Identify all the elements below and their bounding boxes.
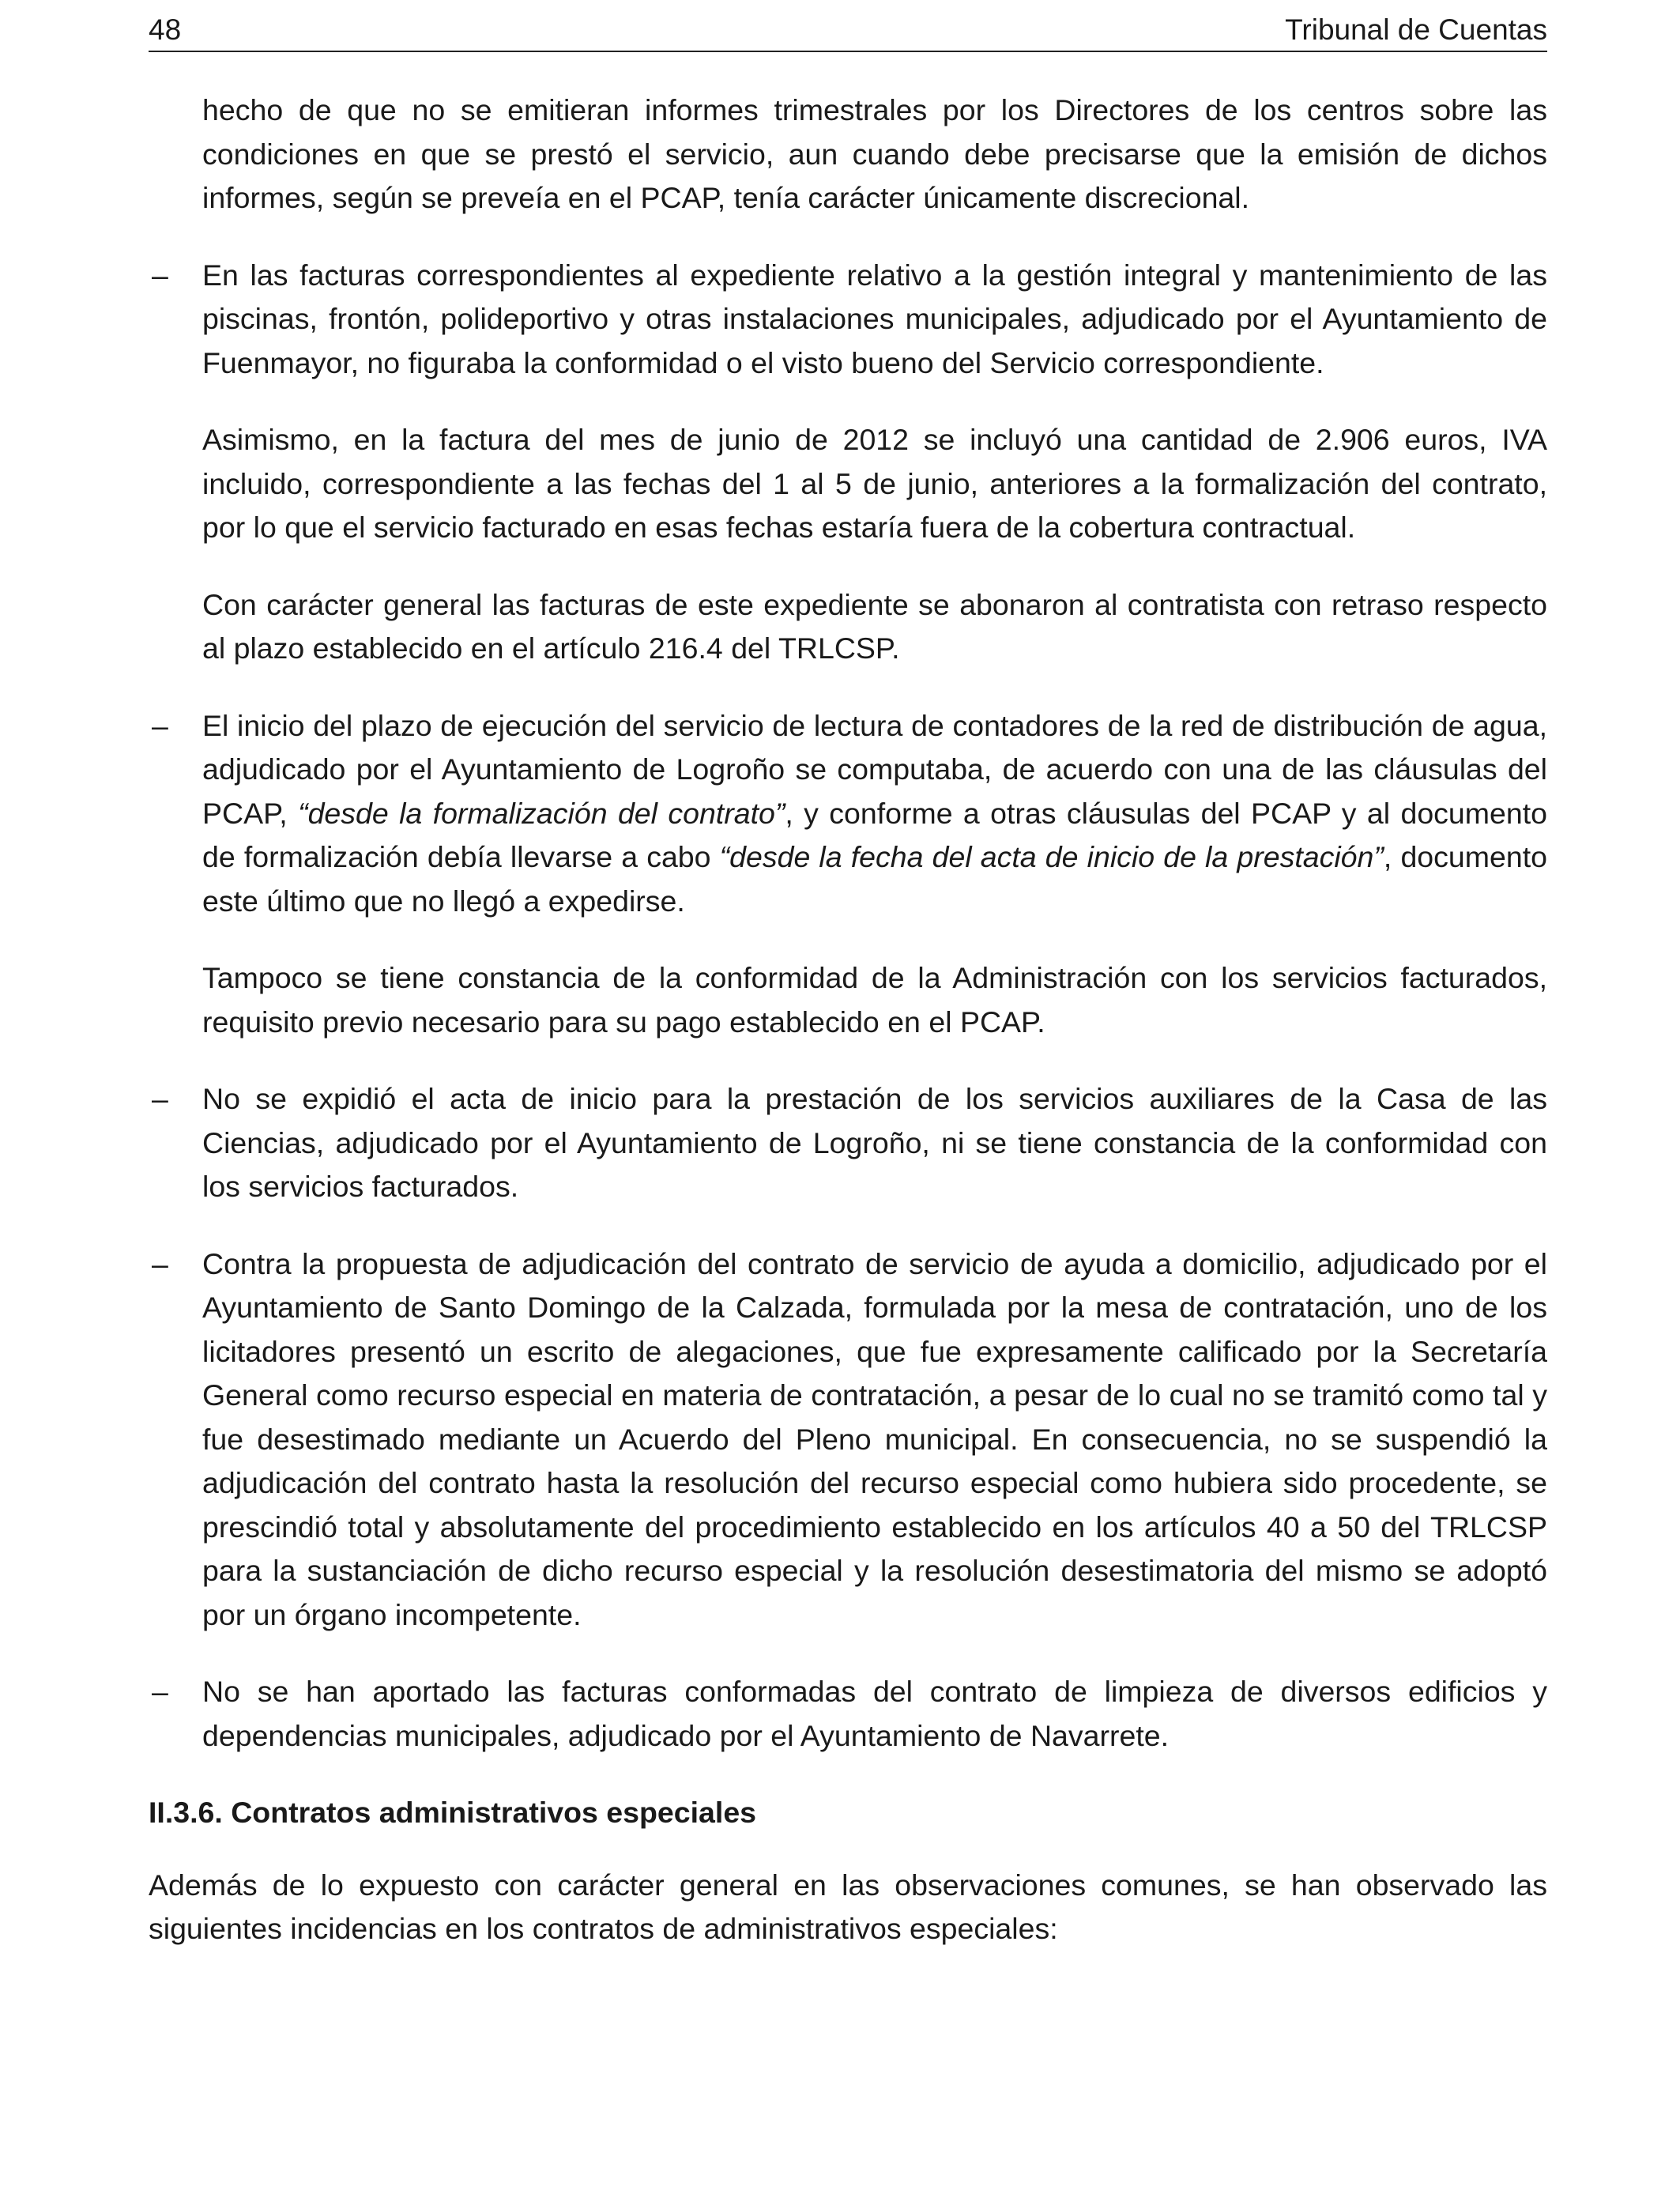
text-segment: , documento este último que no llegó a expedirse.	[202, 840, 1547, 918]
text-segment: El inicio del plazo de ejecución del servicio de lectura de contadores de la red de distribución de agua, adjudicado por el Ayuntamiento de Logroño se computaba, de acuerdo con una de las cláusulas del PCAP,	[202, 708, 1547, 830]
paragraph: Tampoco se tiene constancia de la conformidad de la Administración con los servicios facturados, requisito previo necesario para su pago establecido en el PCAP.	[202, 961, 1547, 1039]
running-title: Tribunal de Cuentas	[1285, 13, 1547, 46]
list-item-text: No se han aportado las facturas conformadas del contrato de limpieza de diversos edificios y dependencias municipales, adjudicado por el Ayuntamiento de Navarrete.	[202, 1675, 1547, 1752]
bullet-dash: –	[152, 1246, 168, 1280]
document-body	[149, 89, 1547, 1985]
paragraph-continuation: hecho de que no se emitieran informes trimestrales por los Directores de los centros sobre las condiciones en que se prestó el servicio, aun cuando debe precisarse que la emisión de dichos informes, según se preveía en el PCAP, tenía carácter únicamente discrecional.	[202, 93, 1547, 214]
text-segment: , y conforme a otras cláusulas del PCAP y al documento de formalización debía llevarse a cabo	[202, 796, 1548, 873]
bullet-dash: –	[152, 1675, 168, 1708]
quote-italic: “desde la formalización del contrato”	[298, 796, 785, 830]
list-item-text: En las facturas correspondientes al expediente relativo a la gestión integral y mantenimiento de las piscinas, frontón, polideportivo y otras instalaciones municipales, adjudicado por el Ayuntamiento de Fuenmayor, no figuraba la conformidad o el visto bueno del Servicio correspondiente.	[202, 258, 1547, 379]
page-header	[149, 9, 1547, 52]
list-item	[149, 704, 1547, 924]
paragraph: Además de lo expuesto con carácter general en las observaciones comunes, se han observado las siguientes incidencias en los contratos de administrativos especiales:	[149, 1868, 1547, 1945]
list-item-text: Contra la propuesta de adjudicación del contrato de servicio de ayuda a domicilio, adjudicado por el Ayuntamiento de Santo Domingo de la Calzada, formulada por la mesa de contratación, uno de los licitadores presentó un escrito de alegaciones, que fue expresamente calificado por la Secretaría General como recurso especial en materia de contratación, a pesar de lo cual no se tramitó como tal y fue desestimado mediante un Acuerdo del Pleno municipal. En consecuencia, no se suspendió la adjudicación del contrato hasta la resolución del recurso especial como hubiera sido procedente, se prescindió total y absolutamente del procedimiento establecido en los artículos 40 a 50 del TRLCSP para la sustanciación de dicho recurso especial y la resolución desestimatoria del mismo se adoptó por un órgano incompetente.	[202, 1246, 1547, 1631]
list-item-text: No se expidió el acta de inicio para la prestación de los servicios auxiliares de la Casa de las Ciencias, adjudicado por el Ayuntamiento de Logroño, ni se tiene constancia de la conformidad con los servicios facturados.	[202, 1082, 1547, 1203]
section-heading: II.3.6. Contratos administrativos especiales	[149, 1796, 757, 1829]
list-item	[149, 254, 1547, 386]
bullet-dash: –	[152, 1082, 168, 1115]
bullet-dash: –	[152, 258, 168, 292]
quote-italic: “desde la fecha del acta de inicio de la prestación”	[719, 840, 1384, 873]
list-item	[149, 1670, 1547, 1758]
page-number: 48	[149, 13, 182, 46]
list-item	[149, 1242, 1547, 1638]
paragraph: Con carácter general las facturas de este expediente se abonaron al contratista con retraso respecto al plazo establecido en el artículo 216.4 del TRLCSP.	[202, 587, 1547, 665]
bullet-dash: –	[152, 708, 168, 742]
list-item-text	[202, 709, 1547, 918]
list-item	[149, 1077, 1547, 1209]
paragraph: Asimismo, en la factura del mes de junio de 2012 se incluyó una cantidad de 2.906 euros, IVA incluido, correspondiente a las fechas del 1 al 5 de junio, anteriores a la formalización del contrato, por lo que el servicio facturado en esas fechas estaría fuera de la cobertura contractual.	[202, 423, 1547, 544]
